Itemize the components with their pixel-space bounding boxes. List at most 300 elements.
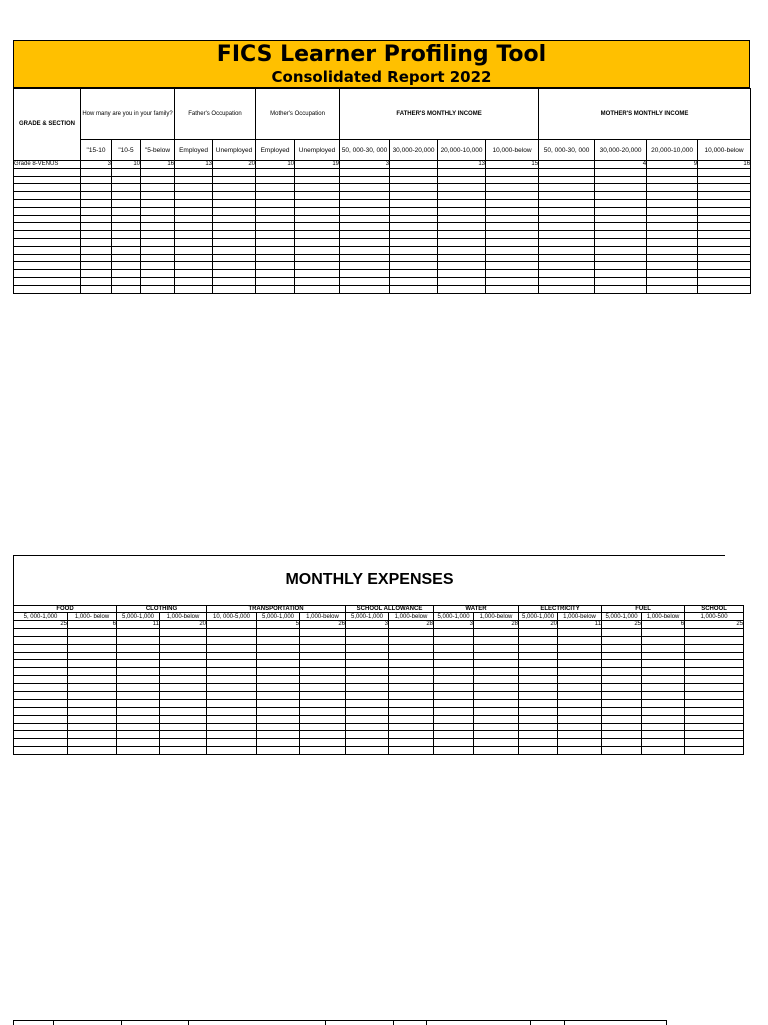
empty-cell (14, 277, 81, 285)
range-food-2: 1,000- below (68, 613, 117, 621)
category-food: FOOD (14, 606, 117, 613)
empty-cell (486, 254, 539, 262)
empty-cell (117, 628, 160, 636)
empty-cell (14, 636, 68, 644)
empty-cell (141, 192, 175, 200)
empty-row (14, 636, 744, 644)
empty-cell (112, 199, 141, 207)
empty-cell (257, 684, 300, 692)
empty-cell (340, 199, 390, 207)
empty-cell (256, 231, 295, 239)
empty-cell (539, 285, 595, 293)
empty-cell (340, 262, 390, 270)
cell-value: 26 (300, 621, 346, 629)
empty-cell (438, 285, 486, 293)
empty-cell (558, 699, 602, 707)
empty-cell (539, 192, 595, 200)
empty-cell (558, 652, 602, 660)
empty-cell (175, 199, 213, 207)
empty-cell (112, 238, 141, 246)
empty-cell (685, 715, 744, 723)
empty-cell (346, 652, 389, 660)
range-water-1: 5,000-1,000 (434, 613, 474, 621)
empty-cell (14, 215, 81, 223)
empty-cell (474, 699, 519, 707)
empty-row (14, 692, 744, 700)
sub-family-5-below: "5-below (141, 140, 175, 161)
empty-cell (300, 652, 346, 660)
empty-cell (595, 215, 647, 223)
empty-cell (81, 192, 112, 200)
empty-cell (213, 215, 256, 223)
empty-cell (81, 199, 112, 207)
empty-cell (256, 270, 295, 278)
report-title: FICS Learner Profiling Tool (216, 42, 547, 67)
empty-cell (117, 660, 160, 668)
empty-cell (519, 723, 558, 731)
empty-cell (112, 231, 141, 239)
empty-cell (486, 192, 539, 200)
empty-cell (117, 692, 160, 700)
empty-cell (647, 238, 698, 246)
empty-cell (141, 168, 175, 176)
empty-row (14, 707, 744, 715)
empty-cell (213, 254, 256, 262)
empty-cell (474, 684, 519, 692)
empty-cell (160, 731, 207, 739)
empty-row (14, 215, 751, 223)
empty-cell (141, 246, 175, 254)
empty-cell (175, 270, 213, 278)
empty-cell (474, 652, 519, 660)
empty-cell (642, 684, 685, 692)
empty-cell (390, 184, 438, 192)
empty-cell (698, 223, 751, 231)
empty-cell (295, 215, 340, 223)
empty-cell (486, 246, 539, 254)
empty-cell (685, 636, 744, 644)
empty-cell (207, 699, 257, 707)
empty-cell (14, 692, 68, 700)
empty-cell (595, 199, 647, 207)
empty-cell (175, 176, 213, 184)
empty-cell (112, 168, 141, 176)
empty-cell (389, 699, 434, 707)
empty-cell (434, 660, 474, 668)
empty-cell (474, 668, 519, 676)
empty-cell (474, 707, 519, 715)
empty-cell (295, 176, 340, 184)
empty-cell (698, 184, 751, 192)
empty-cell (434, 676, 474, 684)
table-row (14, 161, 751, 169)
empty-cell (595, 223, 647, 231)
empty-row (14, 699, 744, 707)
empty-cell (558, 731, 602, 739)
empty-row (14, 238, 751, 246)
empty-cell (602, 636, 642, 644)
empty-cell (300, 668, 346, 676)
empty-cell (595, 207, 647, 215)
empty-cell (175, 192, 213, 200)
empty-cell (539, 184, 595, 192)
empty-cell (642, 731, 685, 739)
empty-cell (340, 277, 390, 285)
empty-cell (595, 192, 647, 200)
sub-mother-unemployed: Unemployed (295, 140, 340, 161)
empty-cell (685, 684, 744, 692)
empty-cell (595, 168, 647, 176)
empty-cell (389, 644, 434, 652)
empty-cell (698, 254, 751, 262)
empty-cell (256, 184, 295, 192)
empty-cell (295, 231, 340, 239)
empty-cell (438, 231, 486, 239)
empty-cell (474, 628, 519, 636)
empty-cell (295, 238, 340, 246)
empty-cell (647, 277, 698, 285)
empty-cell (300, 636, 346, 644)
empty-cell (389, 692, 434, 700)
empty-cell (117, 723, 160, 731)
empty-cell (558, 707, 602, 715)
empty-cell (647, 168, 698, 176)
empty-cell (438, 246, 486, 254)
empty-cell (207, 715, 257, 723)
empty-cell (647, 246, 698, 254)
empty-cell (207, 660, 257, 668)
empty-cell (642, 723, 685, 731)
range-electricity-1: 5,000-1,000 (519, 613, 558, 621)
empty-cell (256, 277, 295, 285)
empty-cell (602, 739, 642, 747)
empty-cell (14, 652, 68, 660)
empty-cell (642, 652, 685, 660)
empty-cell (207, 747, 257, 755)
header-mothers-occupation: Mother's Occupation (256, 89, 340, 140)
category-electricity: ELECTRICITY (519, 606, 602, 613)
empty-cell (486, 238, 539, 246)
range-water-2: 1,000-below (474, 613, 519, 621)
empty-cell (539, 215, 595, 223)
empty-cell (519, 715, 558, 723)
empty-row (14, 723, 744, 731)
empty-cell (519, 668, 558, 676)
empty-cell (685, 731, 744, 739)
sub-mother-employed: Employed (256, 140, 295, 161)
empty-cell (141, 270, 175, 278)
empty-cell (207, 668, 257, 676)
empty-cell (486, 199, 539, 207)
empty-cell (389, 715, 434, 723)
empty-cell (81, 168, 112, 176)
empty-cell (389, 723, 434, 731)
cell-value: 6 (68, 621, 117, 629)
empty-cell (68, 644, 117, 652)
empty-cell (486, 215, 539, 223)
empty-cell (434, 699, 474, 707)
empty-cell (539, 270, 595, 278)
cell-value (390, 161, 438, 169)
range-clothing-1: 5,000-1,000 (117, 613, 160, 621)
empty-cell (141, 231, 175, 239)
empty-cell (207, 692, 257, 700)
cell-value (207, 621, 257, 629)
header-fathers-occupation: Father's Occupation (175, 89, 256, 140)
empty-cell (474, 644, 519, 652)
empty-cell (474, 715, 519, 723)
empty-cell (81, 254, 112, 262)
empty-cell (390, 231, 438, 239)
empty-cell (539, 277, 595, 285)
empty-cell (14, 676, 68, 684)
cell-value: 11 (558, 621, 602, 629)
empty-cell (434, 715, 474, 723)
empty-cell (346, 731, 389, 739)
empty-cell (434, 668, 474, 676)
empty-cell (213, 285, 256, 293)
empty-cell (295, 223, 340, 231)
empty-cell (81, 277, 112, 285)
empty-cell (207, 644, 257, 652)
empty-cell (642, 676, 685, 684)
empty-cell (438, 176, 486, 184)
empty-cell (602, 692, 642, 700)
empty-cell (81, 176, 112, 184)
empty-cell (257, 707, 300, 715)
empty-cell (207, 739, 257, 747)
sub-mother-income-3: 20,000-10,000 (647, 140, 698, 161)
empty-cell (213, 223, 256, 231)
empty-cell (389, 747, 434, 755)
empty-cell (68, 684, 117, 692)
empty-cell (346, 723, 389, 731)
empty-cell (68, 739, 117, 747)
empty-cell (14, 270, 81, 278)
empty-row (14, 246, 751, 254)
cell-value: 20 (519, 621, 558, 629)
empty-cell (300, 715, 346, 723)
empty-cell (602, 699, 642, 707)
sub-father-income-3: 20,000-10,000 (438, 140, 486, 161)
empty-cell (257, 747, 300, 755)
cell-value: 9 (647, 161, 698, 169)
empty-cell (14, 262, 81, 270)
empty-cell (160, 652, 207, 660)
empty-cell (175, 285, 213, 293)
range-clothing-2: 1,000-below (160, 613, 207, 621)
empty-cell (160, 707, 207, 715)
empty-cell (434, 684, 474, 692)
header-fathers-income: FATHER'S MONTHLY INCOME (340, 89, 539, 140)
empty-cell (438, 215, 486, 223)
empty-cell (434, 707, 474, 715)
empty-cell (256, 238, 295, 246)
empty-cell (175, 168, 213, 176)
empty-cell (112, 207, 141, 215)
empty-cell (207, 636, 257, 644)
empty-cell (14, 739, 68, 747)
cell-value: 6 (642, 621, 685, 629)
empty-cell (295, 192, 340, 200)
empty-cell (141, 262, 175, 270)
empty-cell (438, 270, 486, 278)
empty-cell (595, 246, 647, 254)
empty-cell (602, 715, 642, 723)
empty-cell (647, 231, 698, 239)
sub-family-10-5: "10-5 (112, 140, 141, 161)
empty-cell (486, 262, 539, 270)
empty-cell (112, 285, 141, 293)
empty-cell (256, 168, 295, 176)
empty-cell (647, 199, 698, 207)
expenses-table (13, 605, 744, 755)
empty-cell (256, 254, 295, 262)
empty-cell (257, 628, 300, 636)
empty-cell (141, 176, 175, 184)
cell-value: 3 (340, 161, 390, 169)
empty-cell (390, 262, 438, 270)
empty-row (14, 715, 744, 723)
empty-cell (14, 715, 68, 723)
empty-cell (340, 192, 390, 200)
empty-cell (295, 207, 340, 215)
empty-cell (213, 246, 256, 254)
empty-cell (68, 715, 117, 723)
empty-cell (160, 676, 207, 684)
empty-cell (685, 652, 744, 660)
empty-cell (346, 739, 389, 747)
empty-cell (438, 238, 486, 246)
empty-cell (642, 699, 685, 707)
empty-cell (390, 215, 438, 223)
empty-cell (519, 660, 558, 668)
empty-cell (346, 676, 389, 684)
empty-cell (346, 699, 389, 707)
empty-cell (295, 277, 340, 285)
sub-father-income-1: 50, 000-30, 000 (340, 140, 390, 161)
empty-cell (160, 644, 207, 652)
empty-cell (434, 692, 474, 700)
empty-cell (213, 262, 256, 270)
empty-cell (256, 192, 295, 200)
empty-cell (295, 246, 340, 254)
cell-value: 25 (602, 621, 642, 629)
empty-cell (112, 262, 141, 270)
empty-cell (389, 652, 434, 660)
empty-cell (81, 215, 112, 223)
empty-cell (438, 207, 486, 215)
empty-cell (14, 285, 81, 293)
empty-cell (434, 628, 474, 636)
empty-cell (698, 246, 751, 254)
sub-father-income-2: 30,000-20,000 (390, 140, 438, 161)
empty-cell (81, 231, 112, 239)
empty-cell (642, 660, 685, 668)
cell-value: 25 (14, 621, 68, 629)
empty-cell (207, 684, 257, 692)
empty-cell (390, 254, 438, 262)
empty-row (14, 277, 751, 285)
empty-cell (698, 285, 751, 293)
cell-value: 25 (685, 621, 744, 629)
empty-cell (438, 192, 486, 200)
sub-father-unemployed: Unemployed (213, 140, 256, 161)
category-school-allowance: SCHOOL ALLOWANCE (346, 606, 434, 613)
empty-cell (256, 176, 295, 184)
empty-cell (642, 715, 685, 723)
empty-cell (117, 731, 160, 739)
empty-cell (698, 192, 751, 200)
cell-value: 3 (434, 621, 474, 629)
table-row (14, 621, 744, 629)
empty-cell (539, 262, 595, 270)
empty-cell (117, 652, 160, 660)
empty-cell (558, 692, 602, 700)
empty-cell (112, 254, 141, 262)
empty-cell (160, 715, 207, 723)
empty-cell (175, 277, 213, 285)
empty-cell (14, 199, 81, 207)
range-allowance-2: 1,000-below (389, 613, 434, 621)
empty-cell (175, 207, 213, 215)
empty-cell (486, 270, 539, 278)
empty-cell (257, 692, 300, 700)
empty-cell (295, 270, 340, 278)
empty-cell (346, 692, 389, 700)
empty-cell (81, 262, 112, 270)
empty-cell (340, 168, 390, 176)
empty-cell (486, 168, 539, 176)
empty-cell (558, 684, 602, 692)
empty-cell (685, 699, 744, 707)
empty-cell (519, 652, 558, 660)
empty-cell (539, 254, 595, 262)
range-fuel-2: 1,000-below (642, 613, 685, 621)
empty-cell (207, 723, 257, 731)
empty-cell (389, 636, 434, 644)
empty-cell (346, 660, 389, 668)
empty-cell (698, 168, 751, 176)
empty-cell (685, 644, 744, 652)
empty-cell (434, 636, 474, 644)
empty-cell (300, 707, 346, 715)
empty-cell (14, 668, 68, 676)
empty-cell (14, 684, 68, 692)
empty-cell (68, 723, 117, 731)
empty-cell (257, 715, 300, 723)
empty-cell (486, 176, 539, 184)
cell-value: 5 (257, 621, 300, 629)
empty-cell (213, 192, 256, 200)
empty-cell (595, 254, 647, 262)
empty-cell (685, 707, 744, 715)
empty-cell (647, 184, 698, 192)
empty-cell (558, 636, 602, 644)
empty-cell (300, 731, 346, 739)
empty-cell (14, 176, 81, 184)
cell-value: 28 (389, 621, 434, 629)
empty-cell (486, 184, 539, 192)
empty-cell (346, 628, 389, 636)
empty-cell (141, 238, 175, 246)
empty-cell (602, 660, 642, 668)
empty-cell (141, 285, 175, 293)
empty-cell (595, 262, 647, 270)
empty-row (14, 176, 751, 184)
empty-cell (647, 254, 698, 262)
empty-cell (257, 660, 300, 668)
